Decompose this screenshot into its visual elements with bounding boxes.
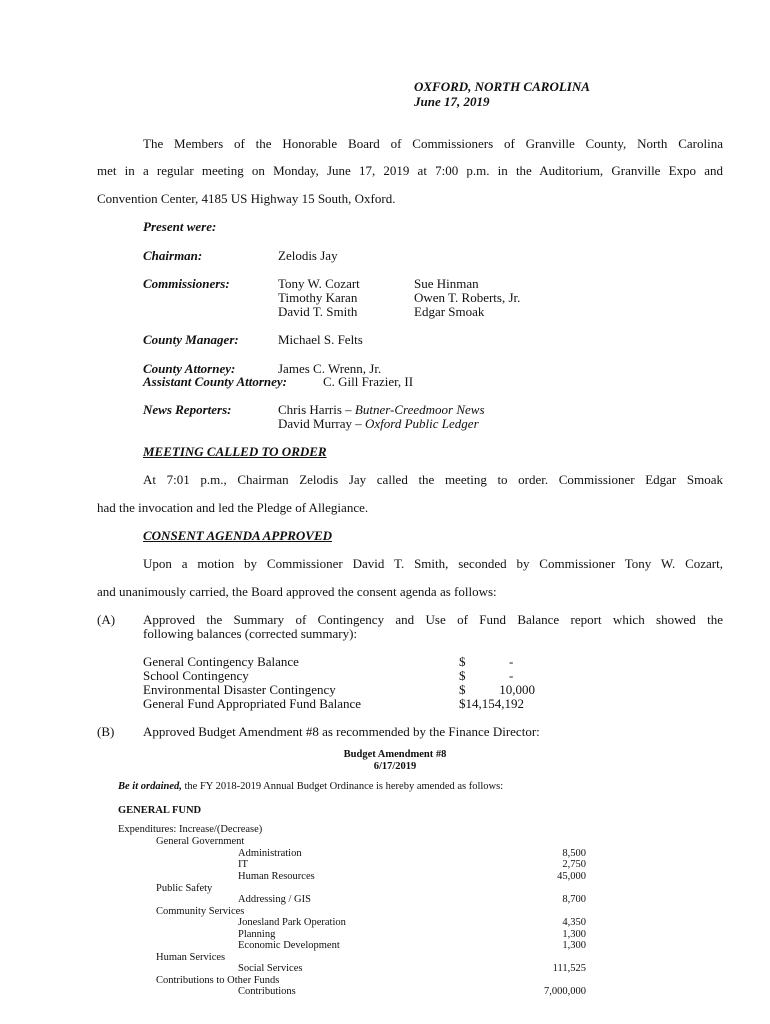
budget-group: Community Services	[156, 906, 245, 917]
balance-label: School Contingency	[143, 668, 249, 683]
ordain-rest: the FY 2018-2019 Annual Budget Ordinance is hereby amended as follows:	[181, 781, 504, 792]
item-a-line-1: Approved the Summary of Contingency and Use of Fund Balance report which showed the	[143, 612, 723, 627]
item-a-line-2: following balances (corrected summary):	[143, 626, 358, 641]
balance-label: General Fund Appropriated Fund Balance	[143, 696, 362, 711]
balance-amount: -	[509, 668, 514, 683]
balance-currency: $	[459, 682, 466, 697]
reporter-outlet: Oxford Public Ledger	[365, 416, 479, 431]
budget-line-label: Addressing / GIS	[238, 894, 311, 905]
commissioner-name: Timothy Karan	[278, 290, 358, 305]
assistant-attorney-name: C. Gill Frazier, II	[323, 374, 414, 389]
chairman-name: Zelodis Jay	[278, 248, 338, 263]
county-attorney-name: James C. Wrenn, Jr.	[278, 361, 382, 376]
budget-line-amount: 8,500	[562, 848, 586, 859]
budget-line-label: Jonesland Park Operation	[238, 917, 346, 928]
balance-currency: $	[459, 654, 466, 669]
reporter-outlet: Butner-Creedmoor News	[354, 402, 485, 417]
document-location: OXFORD, NORTH CAROLINA	[414, 79, 590, 94]
commissioners-label: Commissioners:	[143, 276, 230, 291]
news-reporters-label: News Reporters:	[143, 402, 232, 417]
intro-line-3: Convention Center, 4185 US Highway 15 South, Oxford.	[97, 191, 396, 206]
intro-line-1: The Members of the Honorable Board of Commissioners of Granville County, North Carolina	[143, 136, 723, 151]
commissioner-name: Edgar Smoak	[414, 304, 485, 319]
budget-line-label: IT	[238, 859, 248, 870]
commissioner-name: Sue Hinman	[414, 276, 479, 291]
expenditures-label: Expenditures: Increase/(Decrease)	[118, 824, 263, 835]
budget-line-label: Planning	[238, 929, 276, 940]
item-a-marker: (A)	[97, 612, 116, 627]
reporter-entry	[278, 402, 485, 417]
meeting-line-1: At 7:01 p.m., Chairman Zelodis Jay called the meeting to order. Commissioner Edgar Smoak	[143, 472, 723, 487]
balance-label: Environmental Disaster Contingency	[143, 682, 336, 697]
budget-line-label: Human Resources	[238, 871, 315, 882]
budget-line-amount: 8,700	[562, 894, 586, 905]
present-heading: Present were:	[143, 219, 217, 234]
budget-line-amount: 1,300	[562, 940, 586, 951]
item-b-text: Approved Budget Amendment #8 as recommended by the Finance Director:	[143, 724, 540, 739]
budget-line-amount: 7,000,000	[544, 986, 586, 997]
county-manager-name: Michael S. Felts	[278, 332, 363, 347]
ordinance-statement	[118, 781, 503, 793]
commissioner-name: Tony W. Cozart	[278, 276, 360, 291]
balance-label: General Contingency Balance	[143, 654, 299, 669]
budget-group: General Government	[156, 836, 245, 847]
budget-line-label: Economic Development	[238, 940, 340, 951]
budget-group: Human Services	[156, 952, 226, 963]
meeting-line-2: had the invocation and led the Pledge of Allegiance.	[97, 500, 369, 515]
item-b-marker: (B)	[97, 724, 115, 739]
budget-line-label: Contributions	[238, 986, 296, 997]
balance-amount: -	[509, 654, 514, 669]
county-attorney-label: County Attorney:	[143, 361, 236, 376]
consent-agenda-heading: CONSENT AGENDA APPROVED	[143, 528, 333, 543]
budget-line-label: Social Services	[238, 963, 303, 974]
budget-line-amount: 45,000	[557, 871, 586, 882]
meeting-called-heading: MEETING CALLED TO ORDER	[143, 444, 327, 459]
commissioner-name: Owen T. Roberts, Jr.	[414, 290, 521, 305]
consent-line-1: Upon a motion by Commissioner David T. Smith, seconded by Commissioner Tony W. Cozart,	[143, 556, 723, 571]
budget-line-amount: 111,525	[552, 963, 586, 974]
consent-line-2: and unanimously carried, the Board approved the consent agenda as follows:	[97, 584, 497, 599]
commissioner-name: David T. Smith	[278, 304, 358, 319]
budget-line-amount: 1,300	[562, 929, 586, 940]
budget-group: Public Safety	[156, 883, 213, 894]
balance-amount: 10,000	[499, 682, 535, 697]
budget-line-label: Administration	[238, 848, 302, 859]
budget-title: Budget Amendment #8	[343, 749, 447, 760]
budget-group: Contributions to Other Funds	[156, 975, 280, 986]
document-date: June 17, 2019	[414, 94, 490, 109]
balance-currency: $	[459, 668, 466, 683]
budget-line-amount: 2,750	[562, 859, 586, 870]
reporter-name: David Murray –	[278, 416, 362, 431]
budget-line-amount: 4,350	[562, 917, 586, 928]
reporter-entry	[278, 416, 479, 431]
assistant-attorney-label: Assistant County Attorney:	[143, 374, 287, 389]
reporter-name: Chris Harris –	[278, 402, 352, 417]
ordain-lead: Be it ordained,	[118, 781, 182, 792]
budget-date: 6/17/2019	[373, 761, 417, 772]
intro-line-2: met in a regular meeting on Monday, June 17, 2019 at 7:00 p.m. in the Auditorium, Granville Expo and	[97, 163, 723, 178]
balance-amount: $14,154,192	[459, 696, 524, 711]
chairman-label: Chairman:	[143, 248, 203, 263]
county-manager-label: County Manager:	[143, 332, 239, 347]
general-fund-heading: GENERAL FUND	[118, 805, 202, 816]
